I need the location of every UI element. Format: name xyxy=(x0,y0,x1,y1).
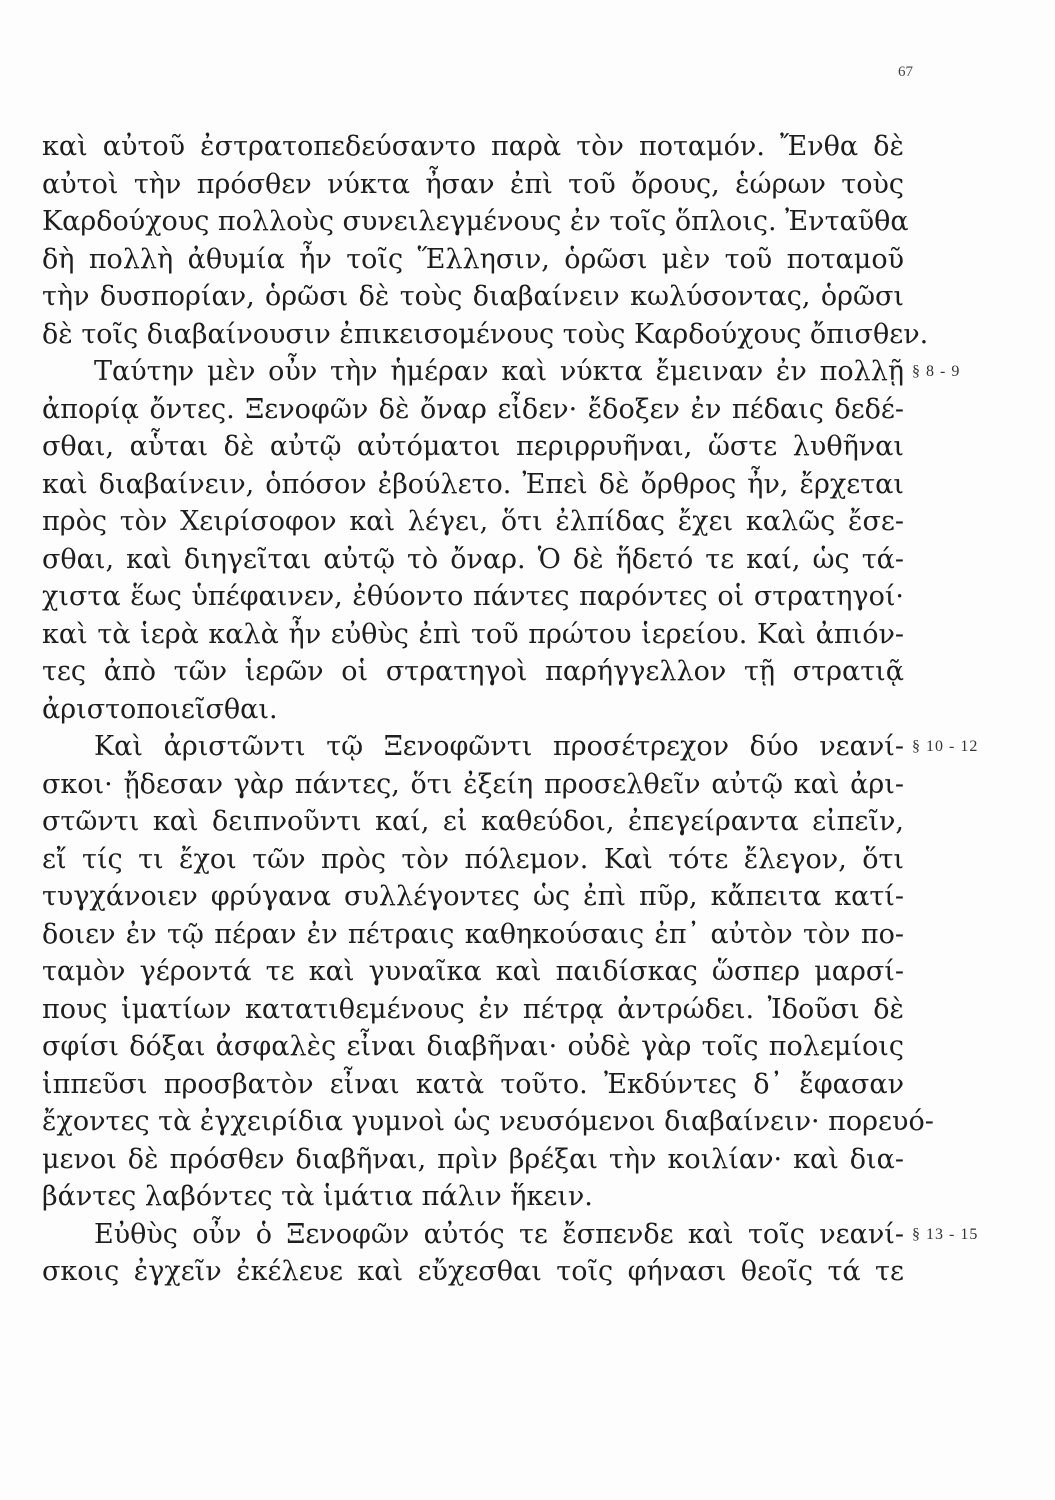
section-marginal-note: § 8 - 9 xyxy=(912,363,961,380)
text-line xyxy=(42,916,904,954)
text-line xyxy=(42,766,904,804)
line-text: δὴ πολλὴ ἀθυμία ἦν τοῖς Ἕλλησιν, ὁρῶσι μὲν τοῦ ποταμοῦ xyxy=(42,243,904,275)
text-line xyxy=(42,878,904,916)
text-line xyxy=(42,1178,904,1216)
text-line xyxy=(42,1253,904,1291)
page-number: 67 xyxy=(898,64,913,80)
line-text: Ταύτην μὲν οὖν τὴν ἡμέραν καὶ νύκτα ἔμειναν ἐν πολλῇ xyxy=(94,356,904,387)
text-line xyxy=(42,1103,934,1141)
text-line xyxy=(42,278,904,316)
line-text: Καὶ ἀριστῶντι τῷ Ξενοφῶντι προσέτρεχον δύο νεανί- xyxy=(94,731,904,762)
text-line xyxy=(42,466,904,504)
line-text: δοιεν ἐν τῷ πέραν ἐν πέτραις καθηκούσαις ἐπ᾽ αὐτὸν τὸν πο- xyxy=(42,918,904,950)
line-text: ἀπορίᾳ ὄντες. Ξενοφῶν δὲ ὄναρ εἶδεν· ἔδοξεν ἐν πέδαις δεδέ- xyxy=(42,393,904,425)
line-text: ἱππεῦσι προσβατὸν εἶναι κατὰ τοῦτο. Ἐκδύντες δ᾽ ἔφασαν xyxy=(42,1068,904,1100)
line-text: σθαι, αὗται δὲ αὐτῷ αὐτόματοι περιρρυῆναι, ὥστε λυθῆναι xyxy=(42,431,904,462)
text-line xyxy=(42,653,904,691)
line-text: πρὸς τὸν Χειρίσοφον καὶ λέγει, ὅτι ἐλπίδας ἔχει καλῶς ἔσε- xyxy=(42,506,904,537)
line-text: καὶ τὰ ἱερὰ καλὰ ἦν εὐθὺς ἐπὶ τοῦ πρώτου ἱερείου. Καὶ ἀπιόν- xyxy=(42,618,904,650)
text-line xyxy=(42,128,904,166)
line-text: δὲ τοῖς διαβαίνουσιν ἐπικεισομένους τοὺς Καρδούχους ὄπισθεν. xyxy=(42,318,929,350)
line-text: εἴ τίς τι ἔχοι τῶν πρὸς τὸν πόλεμον. Καὶ τότε ἔλεγον, ὅτι xyxy=(42,843,904,875)
text-line xyxy=(42,728,979,766)
text-line xyxy=(42,1141,904,1179)
text-line xyxy=(42,991,904,1029)
line-text: βάντες λαβόντες τὰ ἱμάτια πάλιν ἥκειν. xyxy=(42,1181,593,1212)
section-marginal-note: § 10 - 12 xyxy=(912,738,979,755)
text-line xyxy=(42,241,904,279)
text-line xyxy=(42,578,904,616)
text-line xyxy=(42,428,904,466)
line-text: Καρδούχους πολλοὺς συνειλεγμένους ἐν τοῖς ὅπλοις. Ἐνταῦθα xyxy=(42,206,909,237)
text-block xyxy=(42,128,979,1291)
line-text: τὴν δυσπορίαν, ὁρῶσι δὲ τοὺς διαβαίνειν κωλύσοντας, ὁρῶσι xyxy=(42,281,904,312)
section-marginal-note: § 13 - 15 xyxy=(912,1225,979,1243)
text-line xyxy=(42,316,929,354)
text-line xyxy=(42,166,904,204)
line-text: τυγχάνοιεν φρύγανα συλλέγοντες ὡς ἐπὶ πῦρ, κἄπειτα κατί- xyxy=(42,881,904,912)
text-line xyxy=(42,953,904,991)
line-text: σφίσι δόξαι ἀσφαλὲς εἶναι διαβῆναι· οὐδὲ γὰρ τοῖς πολεμίοις xyxy=(42,1031,904,1062)
text-line xyxy=(42,503,904,541)
text-line xyxy=(42,203,909,241)
line-text: καὶ διαβαίνειν, ὁπόσον ἐβούλετο. Ἐπεὶ δὲ ὄρθρος ἦν, ἔρχεται xyxy=(42,468,904,500)
line-text: σκοι· ᾔδεσαν γὰρ πάντες, ὅτι ἐξείη προσελθεῖν αὐτῷ καὶ ἀρι- xyxy=(42,768,904,800)
line-text: ἀριστοποιεῖσθαι. xyxy=(42,693,278,725)
text-line xyxy=(42,1216,979,1254)
text-line xyxy=(42,541,904,579)
text-line xyxy=(42,616,904,654)
line-text: τες ἀπὸ τῶν ἱερῶν οἱ στρατηγοὶ παρήγγελλον τῇ στρατιᾷ xyxy=(42,656,904,687)
text-line xyxy=(42,841,904,879)
line-text: αὐτοὶ τὴν πρόσθεν νύκτα ἦσαν ἐπὶ τοῦ ὄρους, ἑώρων τοὺς xyxy=(42,168,904,200)
line-text: σκοις ἐγχεῖν ἐκέλευε καὶ εὔχεσθαι τοῖς φήνασι θεοῖς τά τε xyxy=(42,1256,904,1287)
line-text: μενοι δὲ πρόσθεν διαβῆναι, πρὶν βρέξαι τὴν κοιλίαν· καὶ δια- xyxy=(42,1143,904,1175)
text-line xyxy=(42,803,904,841)
text-line xyxy=(42,1028,904,1066)
line-text: ταμὸν γέροντά τε καὶ γυναῖκα καὶ παιδίσκας ὥσπερ μαρσί- xyxy=(42,956,904,987)
line-text: καὶ αὐτοῦ ἐστρατοπεδεύσαντο παρὰ τὸν ποταμόν. Ἔνθα δὲ xyxy=(42,131,904,162)
line-text: Εὐθὺς οὖν ὁ Ξενοφῶν αὐτός τε ἔσπενδε καὶ τοῖς νεανί- xyxy=(94,1218,904,1250)
text-line xyxy=(42,353,961,391)
line-text: στῶντι καὶ δειπνοῦντι καί, εἰ καθεύδοι, ἐπεγείραντα εἰπεῖν, xyxy=(42,806,904,837)
text-line xyxy=(42,1066,904,1104)
line-text: πους ἱματίων κατατιθεμένους ἐν πέτρᾳ ἀντρώδει. Ἰδοῦσι δὲ xyxy=(42,993,904,1025)
line-text: ἔχοντες τὰ ἐγχειρίδια γυμνοὶ ὡς νευσόμενοι διαβαίνειν· πορευό- xyxy=(42,1106,934,1137)
line-text: σθαι, καὶ διηγεῖται αὐτῷ τὸ ὄναρ. Ὁ δὲ ἥδετό τε καί, ὡς τά- xyxy=(42,543,904,575)
line-text: χιστα ἕως ὑπέφαινεν, ἐθύοντο πάντες παρόντες οἱ στρατηγοί· xyxy=(42,581,904,612)
text-line xyxy=(42,691,904,729)
text-line xyxy=(42,391,904,429)
